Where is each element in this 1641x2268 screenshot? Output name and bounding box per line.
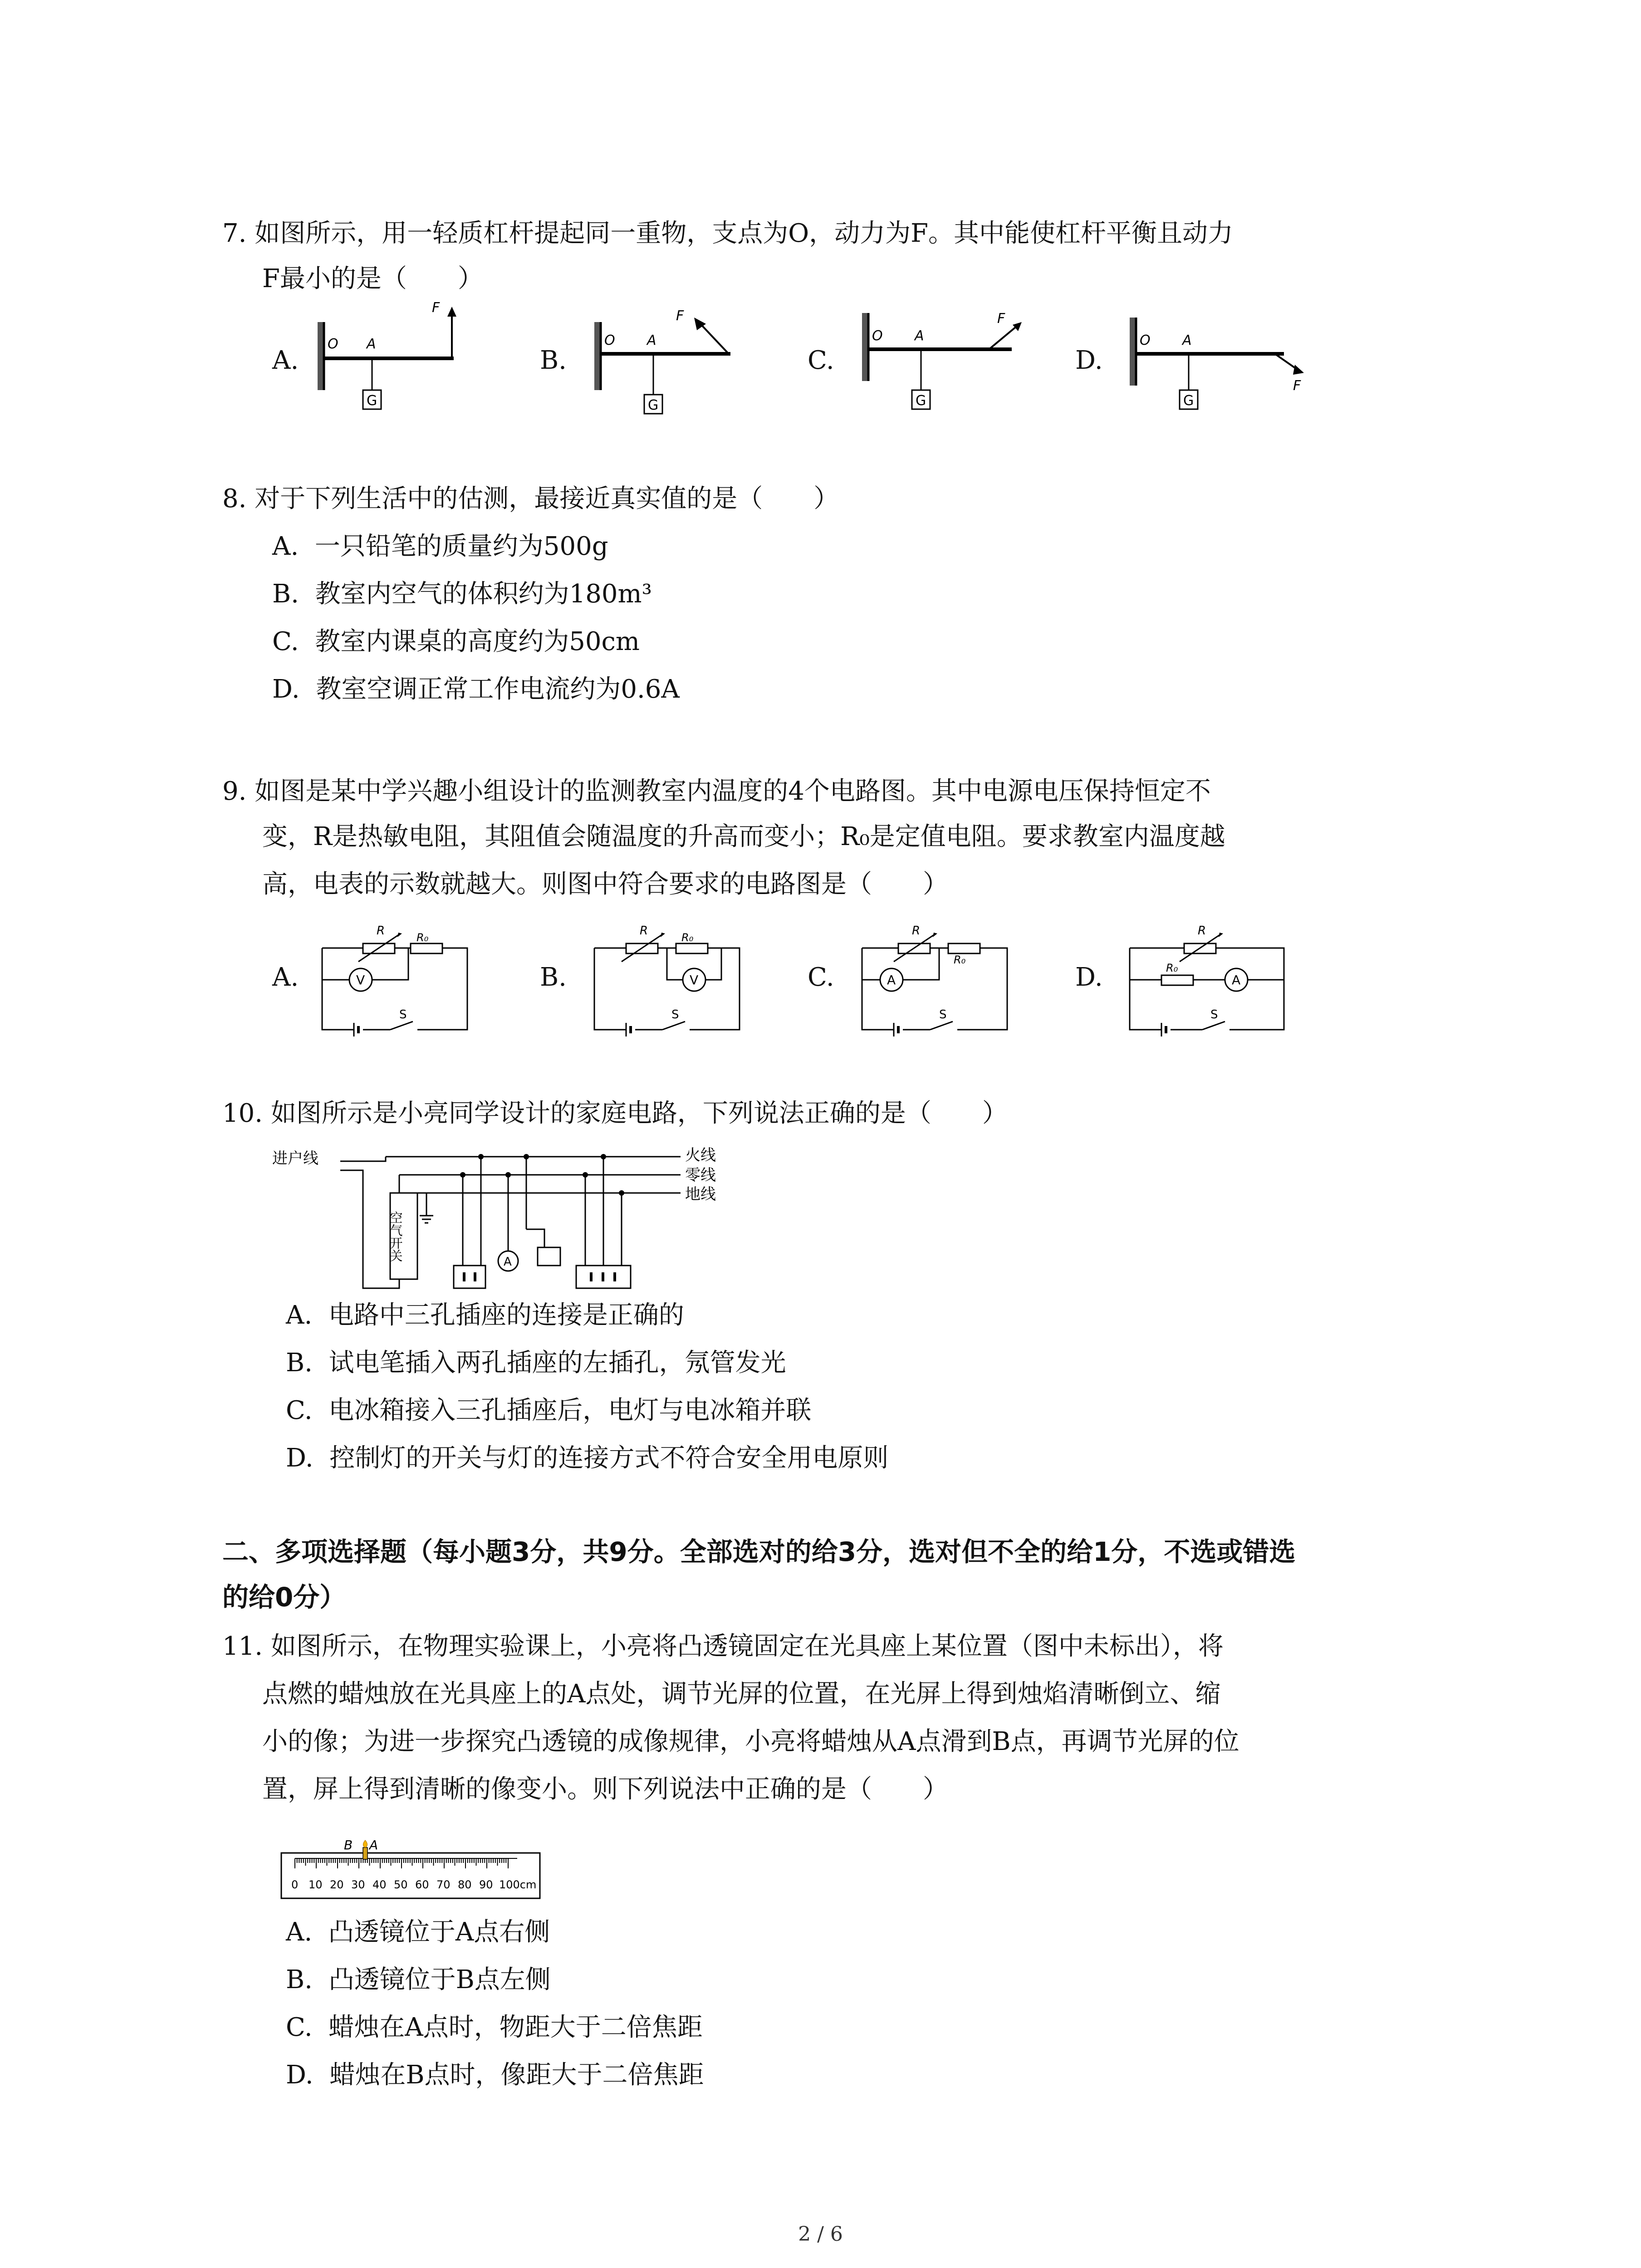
neutral-wire-label: 零线: [685, 1166, 716, 1184]
q11-option-b[interactable]: [286, 1964, 551, 1996]
q11-option-a[interactable]: [286, 1916, 550, 1948]
q7d-f-label: F: [1293, 378, 1301, 394]
q7-stem-line1: 7. 如图所示，用一轻质杠杆提起同一重物，支点为O，动力为F。其中能使杠杆平衡且动力: [222, 219, 1233, 248]
q11-stem-line1: 11. 如图所示，在物理实验课上，小亮将凸透镜固定在光具座上某位置（图中未标出），将: [222, 1632, 1224, 1661]
q10-option-c[interactable]: [286, 1395, 811, 1427]
q7a-f-label: F: [432, 300, 440, 316]
q7-option-b-label[interactable]: B.: [540, 346, 567, 375]
q8-option-d-text: 教室空调正常工作电流约为0.6A: [316, 675, 680, 704]
q11-option-a-text: 凸透镜位于A点右侧: [328, 1917, 550, 1947]
scale-label-90: 90: [479, 1878, 493, 1891]
q7c-f-label: F: [997, 311, 1005, 327]
q10-option-c-text: 电冰箱接入三孔插座后，电灯与电冰箱并联: [328, 1396, 812, 1425]
q8-option-d-letter: D.: [272, 675, 300, 704]
q9-option-a-label[interactable]: A.: [272, 963, 299, 992]
q7c-g-label: G: [916, 393, 926, 409]
q9-circuit-d: [1121, 916, 1302, 1043]
q10-option-b[interactable]: [286, 1347, 786, 1379]
q11-stem-line3: 小的像；为进一步探究凸透镜的成像规律，小亮将蜡烛从A点滑到B点，再调节光屏的位: [262, 1727, 1239, 1756]
q8-option-b[interactable]: [272, 578, 652, 610]
q9-stem-line1: 9. 如图是某中学兴趣小组设计的监测教室内温度的4个电路图。其中电源电压保持恒定不: [222, 777, 1211, 806]
q7b-g-label: G: [648, 397, 659, 413]
q7-option-a-label[interactable]: A.: [272, 346, 299, 375]
q9c-r-label: R: [912, 924, 921, 938]
q11-option-a-letter: A.: [286, 1917, 313, 1947]
q7a-a-label: A: [367, 336, 376, 352]
q10-option-d-text: 控制灯的开关与灯的连接方式不符合安全用电原则: [329, 1443, 889, 1473]
q8-stem: 8. 对于下列生活中的估测，最接近真实值的是（ ）: [222, 484, 839, 513]
q9a-r0-label: R₀: [416, 931, 429, 944]
lamp-label: A: [504, 1255, 512, 1269]
q11-option-b-text: 凸透镜位于B点左侧: [328, 1965, 551, 1994]
q7d-a-label: A: [1182, 332, 1192, 348]
q9b-r0-label: R₀: [681, 931, 694, 944]
q11-option-c-text: 蜡烛在A点时，物距大于二倍焦距: [328, 2013, 703, 2042]
q9c-meter-label: A: [887, 973, 896, 987]
q10-option-a[interactable]: [286, 1300, 684, 1331]
q9-option-c-label[interactable]: C.: [808, 963, 834, 992]
q8-option-a[interactable]: [272, 531, 608, 562]
q8-option-b-letter: B.: [272, 579, 299, 609]
section-2-title-line1: 二、多项选择题（每小题3分，共9分。全部选对的给3分，选对但不全的给1分，不选或错选: [222, 1536, 1296, 1567]
q11-option-d-letter: D.: [286, 2060, 314, 2090]
q11-optical-bench-figure: [277, 1826, 549, 1907]
q9-option-d-label[interactable]: D.: [1075, 963, 1103, 992]
q9c-r0-label: R₀: [954, 953, 966, 966]
scale-label-20: 20: [330, 1878, 344, 1891]
q11-stem-line4: 置，屏上得到清晰的像变小。则下列说法中正确的是（ ）: [262, 1774, 948, 1804]
page-number: 2 / 6: [798, 2223, 843, 2246]
q9b-s-label: S: [671, 1008, 679, 1022]
q9d-r0-label: R₀: [1166, 962, 1178, 974]
q7-stem-line2: F最小的是（ ）: [262, 264, 483, 293]
q10-option-b-letter: B.: [286, 1348, 313, 1378]
section-2-title-line2: 的给0分）: [222, 1582, 346, 1613]
q9d-s-label: S: [1210, 1008, 1218, 1022]
q11-option-b-letter: B.: [286, 1965, 313, 1994]
q7d-o-label: O: [1140, 332, 1151, 348]
q7-lever-figure-a: [309, 295, 463, 422]
q7c-a-label: A: [915, 328, 924, 344]
q7-lever-figure-c: [853, 295, 1034, 422]
q7c-o-label: O: [872, 328, 883, 344]
scale-label-40: 40: [372, 1878, 387, 1891]
q8-option-c-text: 教室内课桌的高度约为50cm: [315, 627, 640, 656]
q9-circuit-a: [313, 916, 485, 1043]
point-a-label: A: [369, 1838, 378, 1853]
q7b-o-label: O: [604, 332, 615, 348]
q9b-r-label: R: [640, 924, 648, 938]
q9c-s-label: S: [939, 1008, 947, 1022]
scale-label-70: 70: [436, 1878, 451, 1891]
q8-option-a-letter: A.: [272, 532, 299, 561]
q7a-g-label: G: [367, 393, 377, 409]
q9-stem-line3: 高，电表的示数就越大。则图中符合要求的电路图是（ ）: [262, 870, 948, 899]
q10-home-circuit-figure: [272, 1139, 726, 1311]
q7-option-c-label[interactable]: C.: [808, 346, 834, 375]
q9a-meter-label: V: [356, 973, 365, 987]
q7-option-d-label[interactable]: D.: [1075, 346, 1103, 375]
scale-label-30: 30: [351, 1878, 365, 1891]
entry-line-label: 进户线: [272, 1149, 318, 1168]
q7-lever-figure-d: [1121, 295, 1311, 422]
q10-option-a-letter: A.: [286, 1300, 313, 1330]
q11-option-c-letter: C.: [286, 2013, 313, 2042]
q7-lever-figure-b: [585, 295, 749, 422]
q8-option-d[interactable]: [272, 674, 680, 705]
q9a-r-label: R: [377, 924, 385, 938]
scale-label-100cm: 100cm: [499, 1878, 537, 1891]
q11-stem-line2: 点燃的蜡烛放在光具座上的A点处，调节光屏的位置，在光屏上得到烛焰清晰倒立、缩: [262, 1679, 1221, 1709]
q8-option-a-text: 一只铅笔的质量约为500g: [314, 532, 608, 561]
q7b-f-label: F: [676, 308, 684, 324]
q7a-o-label: O: [328, 336, 338, 352]
scale-label-80: 80: [458, 1878, 472, 1891]
q10-option-a-text: 电路中三孔插座的连接是正确的: [328, 1300, 684, 1330]
scale-label-50: 50: [394, 1878, 408, 1891]
q8-option-c[interactable]: [272, 626, 640, 658]
q9-stem-line2: 变，R是热敏电阻，其阻值会随温度的升高而变小；R₀是定值电阻。要求教室内温度越: [262, 822, 1225, 851]
scale-label-10: 10: [309, 1878, 323, 1891]
q11-option-d[interactable]: [286, 2059, 704, 2091]
q9a-s-label: S: [399, 1008, 407, 1022]
q9-option-b-label[interactable]: B.: [540, 963, 567, 992]
live-wire-label: 火线: [685, 1146, 716, 1164]
q11-option-d-text: 蜡烛在B点时，像距大于二倍焦距: [329, 2060, 704, 2090]
scale-label-0: 0: [291, 1878, 299, 1891]
scale-label-60: 60: [415, 1878, 429, 1891]
q10-option-c-letter: C.: [286, 1396, 313, 1425]
q8-option-b-text: 教室内空气的体积约为180m³: [315, 579, 652, 609]
q9-circuit-c: [853, 916, 1025, 1043]
q10-stem: 10. 如图所示是小亮同学设计的家庭电路，下列说法正确的是（ ）: [222, 1099, 1008, 1128]
q10-option-b-text: 试电笔插入两孔插座的左插孔，氖管发光: [328, 1348, 786, 1378]
ground-wire-label: 地线: [685, 1185, 716, 1203]
q7d-g-label: G: [1183, 393, 1194, 409]
q10-option-d-letter: D.: [286, 1443, 314, 1473]
point-b-label: B: [344, 1838, 353, 1853]
q8-option-c-letter: C.: [272, 627, 299, 656]
q9-circuit-b: [585, 916, 758, 1043]
q7b-a-label: A: [647, 332, 656, 348]
q11-option-c[interactable]: [286, 2012, 703, 2043]
q10-option-d[interactable]: [286, 1442, 888, 1474]
q9d-meter-label: A: [1232, 973, 1241, 987]
q9d-r-label: R: [1198, 924, 1206, 938]
q9b-meter-label: V: [690, 973, 699, 987]
air-switch-label: 空气开关: [388, 1211, 403, 1262]
